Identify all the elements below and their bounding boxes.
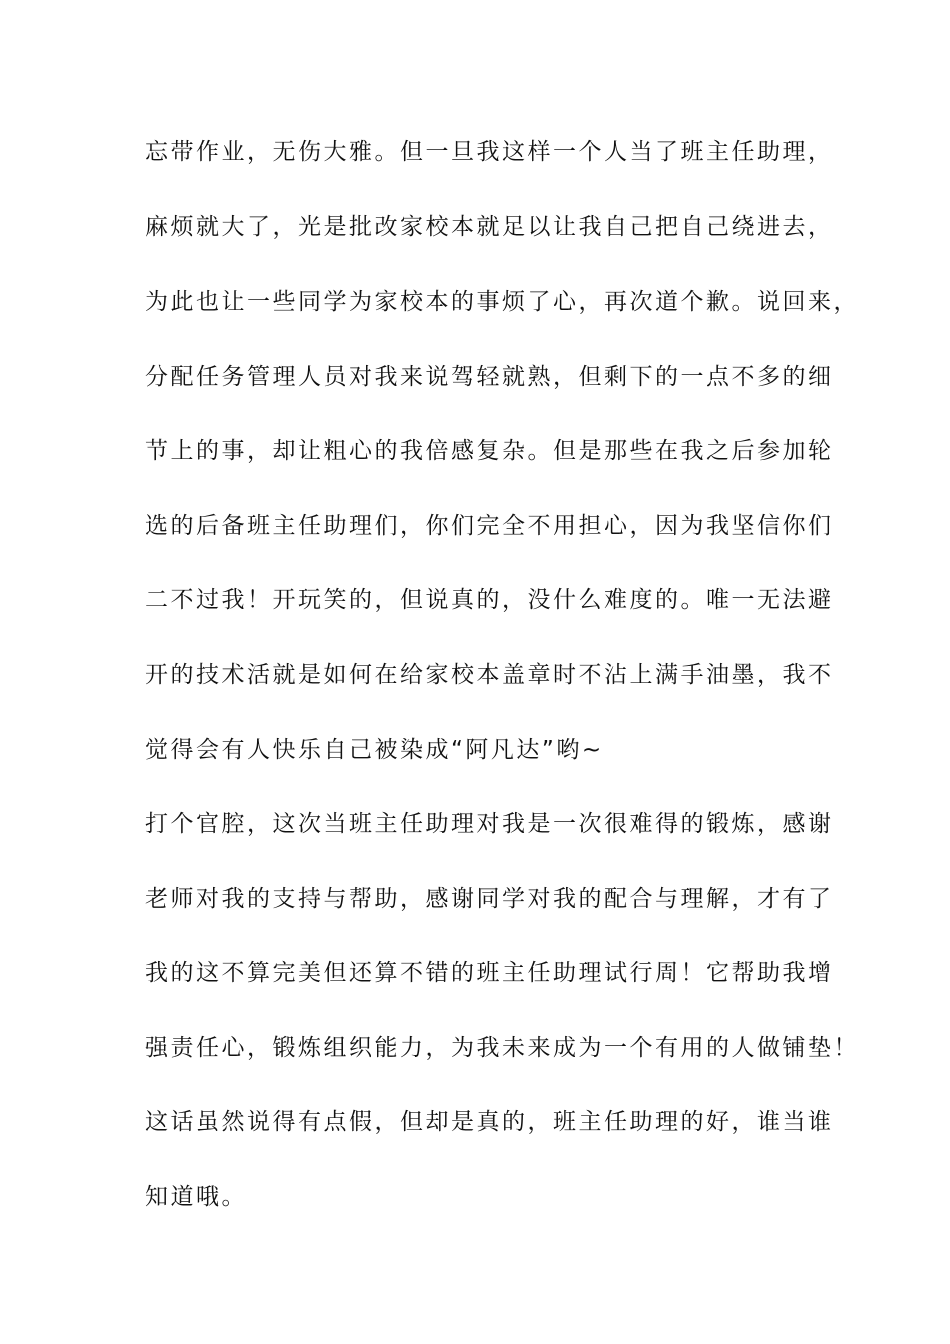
paragraph-line: 为此也让一些同学为家校本的事烦了心，再次道个歉。说回来， [145, 289, 859, 315]
paragraph-line: 二不过我！开玩笑的，但说真的，没什么难度的。唯一无法避 [145, 587, 834, 613]
paragraph-line: 选的后备班主任助理们，你们完全不用担心，因为我坚信你们 [145, 513, 834, 539]
paragraph-line: 我的这不算完美但还算不错的班主任助理试行周！它帮助我增 [145, 960, 834, 986]
paragraph-line: 知道哦。 [145, 1184, 247, 1210]
paragraph-line: 分配任务管理人员对我来说驾轻就熟，但剩下的一点不多的细 [145, 364, 834, 390]
paragraph-line: 这话虽然说得有点假，但却是真的，班主任助理的好，谁当谁 [145, 1109, 834, 1135]
paragraph-line: 节上的事，却让粗心的我倍感复杂。但是那些在我之后参加轮 [145, 438, 834, 464]
paragraph-line: 打个官腔，这次当班主任助理对我是一次很难得的锻炼，感谢 [145, 811, 834, 837]
paragraph-line: 忘带作业，无伤大雅。但一旦我这样一个人当了班主任助理， [145, 139, 834, 165]
paragraph-line: 觉得会有人快乐自己被染成“阿凡达”哟~ [145, 737, 604, 763]
paragraph-line: 麻烦就大了，光是批改家校本就足以让我自己把自己绕进去， [145, 214, 834, 240]
paragraph-line: 开的技术活就是如何在给家校本盖章时不沾上满手油墨，我不 [145, 662, 834, 688]
paragraph-line: 老师对我的支持与帮助，感谢同学对我的配合与理解，才有了 [145, 886, 834, 912]
paragraph-line: 强责任心，锻炼组织能力，为我未来成为一个有用的人做铺垫！ [145, 1035, 859, 1061]
